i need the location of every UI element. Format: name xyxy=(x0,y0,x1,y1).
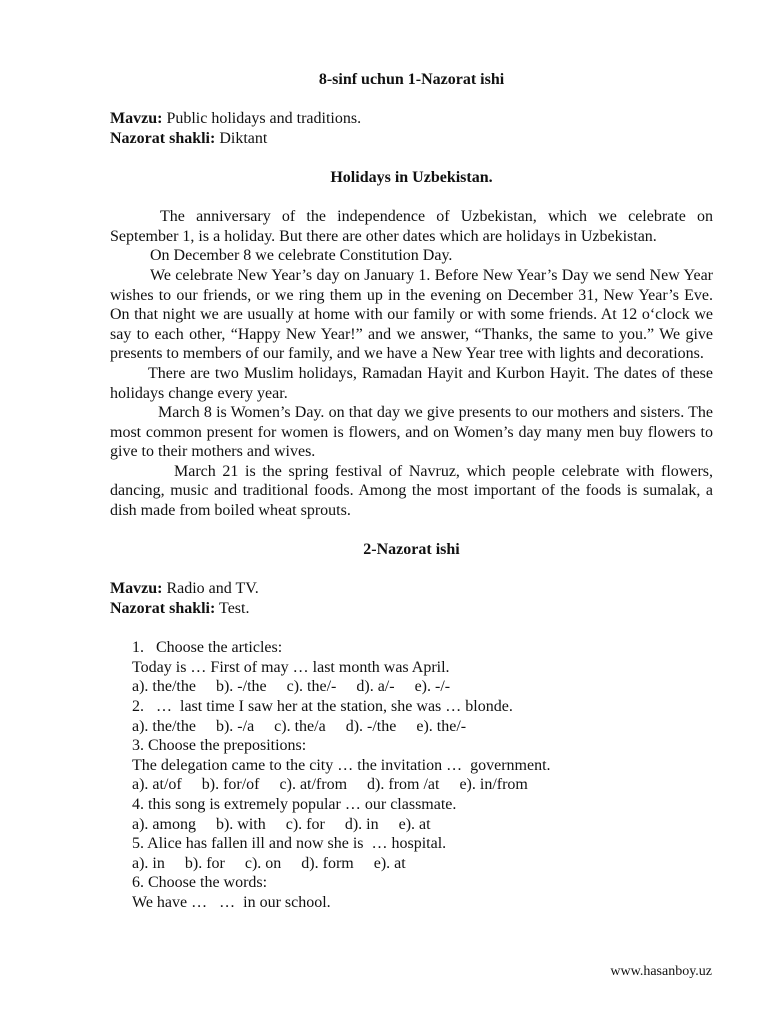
question-line: 5. Alice has fallen ill and now she is … hospital. xyxy=(132,835,447,853)
form-value: Diktant xyxy=(215,129,268,147)
topic-label: Mavzu: xyxy=(110,580,163,598)
form-label: Nazorat shakli: xyxy=(110,600,216,618)
footer-url: www.hasanboy.uz xyxy=(610,964,712,979)
section1-topic xyxy=(110,109,713,129)
paragraph: On December 8 we celebrate Constitution Day. xyxy=(150,247,453,265)
section1-form xyxy=(110,129,713,149)
form-value: Test. xyxy=(215,600,250,618)
paragraph: March 8 is Women’s Day. on that day we give presents to our mothers and sisters. The most common present for women is flowers, and on Women’s day many men buy flowers to give to their mothers and wives. xyxy=(110,404,713,461)
document-page xyxy=(110,70,713,913)
question-line: 4. this song is extremely popular … our classmate. xyxy=(132,795,457,813)
question-line: The delegation came to the city … the invitation … government. xyxy=(132,756,551,774)
section2-topic xyxy=(110,579,713,599)
answer-options: a). the/the b). -/a c). the/a d). -/the e). the/- xyxy=(132,717,467,735)
topic-label: Mavzu: xyxy=(110,110,163,128)
answer-options: a). among b). with c). for d). in e). at xyxy=(132,815,431,833)
text-heading: Holidays in Uzbekistan. xyxy=(330,168,493,186)
question-line: 6. Choose the words: xyxy=(132,874,268,892)
topic-value: Radio and TV. xyxy=(162,580,259,598)
question-line: Today is … First of may … last month was April. xyxy=(132,658,450,676)
paragraph: There are two Muslim holidays, Ramadan Hayit and Kurbon Hayit. The dates of these holidays change every year. xyxy=(110,364,713,402)
section2-title: 2-Nazorat ishi xyxy=(363,541,460,559)
form-label: Nazorat shakli: xyxy=(110,129,216,147)
answer-options: a). in b). for c). on d). form e). at xyxy=(132,854,406,872)
question-line: 2. … last time I saw her at the station, she was … blonde. xyxy=(132,698,513,715)
topic-value: Public holidays and traditions. xyxy=(162,110,362,128)
test-questions xyxy=(132,638,713,912)
section2-form xyxy=(110,599,713,619)
answer-options: a). the/the b). -/the c). the/- d). a/- e). -/- xyxy=(132,678,451,696)
paragraph: We celebrate New Year’s day on January 1. Before New Year’s Day we send New Year wishes to our friends, or we ring them up in the evening on December 31, New Year’s Eve. On that night we are usually at home with our family or with some friends. At 12 o‘clock we say to each other, “Happy New Year!” and we answer, “Thanks, the same to you.” We give presents to members of our family, and we have a New Year tree with lights and decorations. xyxy=(110,266,713,363)
paragraph: The anniversary of the independence of Uzbekistan, which we celebrate on September 1, is a holiday. But there are other dates which are holidays in Uzbekistan. xyxy=(110,208,713,245)
question-line: 3. Choose the prepositions: xyxy=(132,737,307,755)
section1-title: 8-sinf uchun 1-Nazorat ishi xyxy=(318,71,505,88)
question-line: 1. Choose the articles: xyxy=(132,639,283,657)
paragraph: March 21 is the spring festival of Navruz, which people celebrate with flowers, dancing, music and traditional foods. Among the most important of the foods is sumalak, a dish made from boiled wheat sprouts. xyxy=(110,462,713,520)
answer-options: a). at/of b). for/of c). at/from d). from /at e). in/from xyxy=(132,776,528,794)
question-line: We have … … in our school. xyxy=(132,893,331,911)
